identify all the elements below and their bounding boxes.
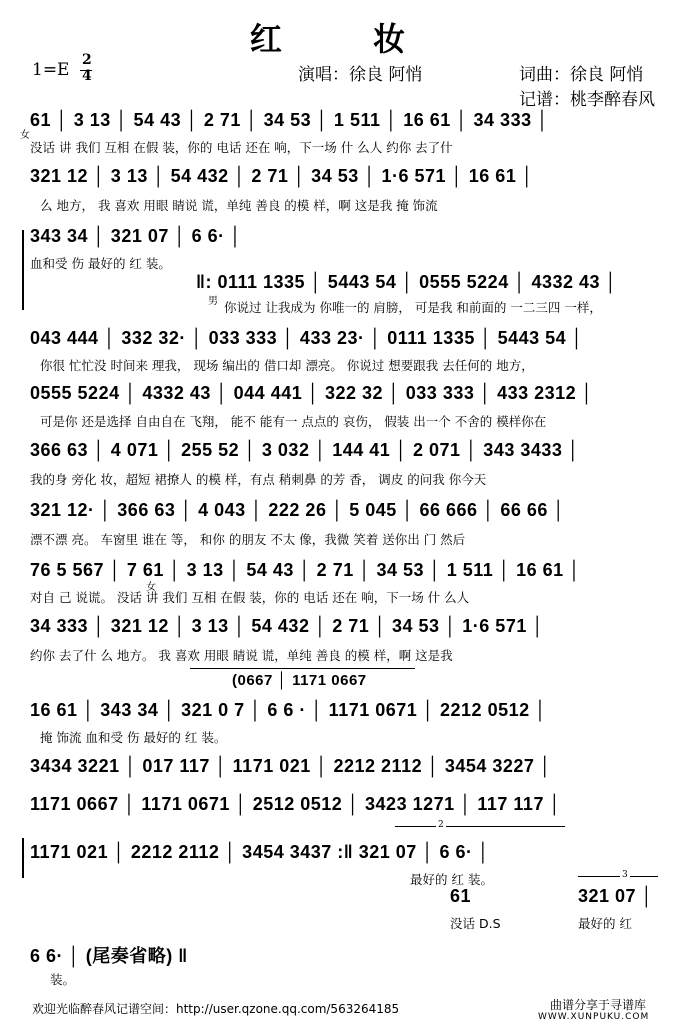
score-line-7-notes: 366 63 │ 4 071 │ 255 52 │ 3 032 │ 144 41 │ 2 071 │ 343 3433 │	[30, 440, 580, 460]
singer-credit: 演唱：徐良 阿悄	[298, 65, 423, 85]
score-line-6-lyrics: 可是你 还是选择 自由自在 飞翔， 能不 能有一 点点的 哀伤， 假装 出一个 不舍的 模样你在	[40, 414, 547, 429]
score-line-11-notes: 16 61 │ 343 34 │ 321 0 7 │ 6 6 · │ 1171 0671 │ 2212 0512 │	[30, 700, 547, 720]
time-signature-bottom: 4	[82, 68, 92, 84]
female-marker: 女	[20, 130, 30, 141]
male-marker: 男	[208, 296, 218, 307]
score-line-13-notes: 1171 0667 │ 1171 0671 │ 2512 0512 │ 3423 1271 │ 117 117 │	[30, 794, 562, 814]
score-line-12-notes: 3434 3221 │ 017 117 │ 1171 021 │ 2212 2112 │ 3454 3227 │	[30, 756, 552, 776]
score-line-6-notes: 0555 5224 │ 4332 43 │ 044 441 │ 322 32 │ 033 333 │ 433 2312 │	[30, 383, 594, 403]
score-line-1-notes: 61 │ 3 13 │ 54 43 │ 2 71 │ 34 53 │ 1 511 │ 16 61 │ 34 333 │	[30, 110, 549, 130]
score-line-9-lyrics: 对自 己 说谎。 没话 讲 我们 互相 在假 装，你的 电话 还在 响，下一场 什 么人	[30, 590, 470, 605]
page-title: 红 妆	[249, 20, 446, 58]
score-line-16-lyrics: 装。	[50, 972, 76, 987]
footer-source-title: 曲谱分享于寻谱库	[550, 998, 647, 1012]
score-line-3-notes: 343 34 │ 321 07 │ 6 6· │	[30, 226, 242, 246]
score-line-2-notes: 321 12 │ 3 13 │ 54 432 │ 2 71 │ 34 53 │ 1·6 571 │ 16 61 │	[30, 166, 534, 186]
score-line-15-lyrics-b: 最好的 红	[578, 916, 632, 931]
score-line-3-lyrics: 血和受 伤 最好的 红 装。	[30, 256, 171, 271]
female-marker-2: 女	[146, 582, 156, 593]
score-line-11-overlay: (0667 │ 1171 0667	[232, 672, 367, 689]
score-line-9-notes: 76 5 567 │ 7 61 │ 3 13 │ 54 43 │ 2 71 │ 34 53 │ 1 511 │ 16 61 │	[30, 560, 581, 580]
transcriber-credit: 记谱：桃李醉春风	[519, 90, 655, 110]
composer-credit: 词曲：徐良 阿悄	[519, 65, 644, 85]
score-line-8-notes: 321 12· │ 366 63 │ 4 043 │ 222 26 │ 5 045 │ 66 666 │ 66 66 │	[30, 500, 566, 520]
score-line-14-notes: 1171 021 │ 2212 2112 │ 3454 3437 :‖ 321 07 │ 6 6· │	[30, 842, 490, 862]
footer-link[interactable]: 欢迎光临醉春风记谱空间：http://user.qzone.qq.com/563264185	[32, 1002, 400, 1016]
score-line-4-lyrics: 你说过 让我成为 你唯一的 肩膀， 可是我 和前面的 一二三四 一样，	[224, 300, 602, 315]
key-signature: 1=E	[32, 60, 70, 80]
volta-3-label: 3	[622, 870, 628, 880]
score-line-14-lyrics: 最好的 红 装。	[410, 872, 493, 887]
score-line-2-lyrics: 么 地方， 我 喜欢 用眼 睛说 谎，单纯 善良 的模 样，啊 这是我 掩 饰流	[40, 198, 438, 213]
score-line-15-lyrics-a: 没话 D.S	[450, 916, 501, 931]
score-line-5-lyrics: 你很 忙忙没 时间来 理我， 现场 编出的 借口却 漂亮。 你说过 想要跟我 去任何的 地方，	[40, 358, 534, 373]
score-line-16-notes: 6 6· │ (尾奏省略) ‖	[30, 946, 188, 966]
score-line-15-notes-a: 61	[450, 886, 472, 906]
score-line-11-lyrics: 掩 饰流 血和受 伤 最好的 红 装。	[40, 730, 227, 745]
score-line-15-notes-b: 321 07 │	[578, 886, 654, 906]
score-line-1-lyrics: 没话 讲 我们 互相 在假 装，你的 电话 还在 响，下一场 什 么人 约你 去了什	[30, 140, 453, 155]
score-line-10-lyrics: 约你 去了什 么 地方。 我 喜欢 用眼 睛说 谎，单纯 善良 的模 样，啊 这是我	[30, 648, 453, 663]
score-line-7-lyrics: 我的身 旁化 妆，超短 裙撩人 的模 样，有点 稍刺鼻 的芳 香， 调皮 的问我 你今天	[30, 472, 487, 487]
score-line-8-lyrics: 漂不漂 亮。 车窗里 谁在 等， 和你 的朋友 不太 像，我微 笑着 送你出 门 然后	[30, 532, 466, 547]
volta-2-label: 2	[438, 820, 444, 830]
footer-source-url[interactable]: WWW.XUNPUKU.COM	[538, 1012, 650, 1022]
time-signature-top: 2	[82, 52, 92, 68]
score-line-5-notes: 043 444 │ 332 32· │ 033 333 │ 433 23· │ 0111 1335 │ 5443 54 │	[30, 328, 584, 348]
score-line-10-notes: 34 333 │ 321 12 │ 3 13 │ 54 432 │ 2 71 │ 34 53 │ 1·6 571 │	[30, 616, 545, 636]
score-line-4-notes: ‖: 0111 1335 │ 5443 54 │ 0555 5224 │ 4332 43 │	[196, 272, 618, 292]
